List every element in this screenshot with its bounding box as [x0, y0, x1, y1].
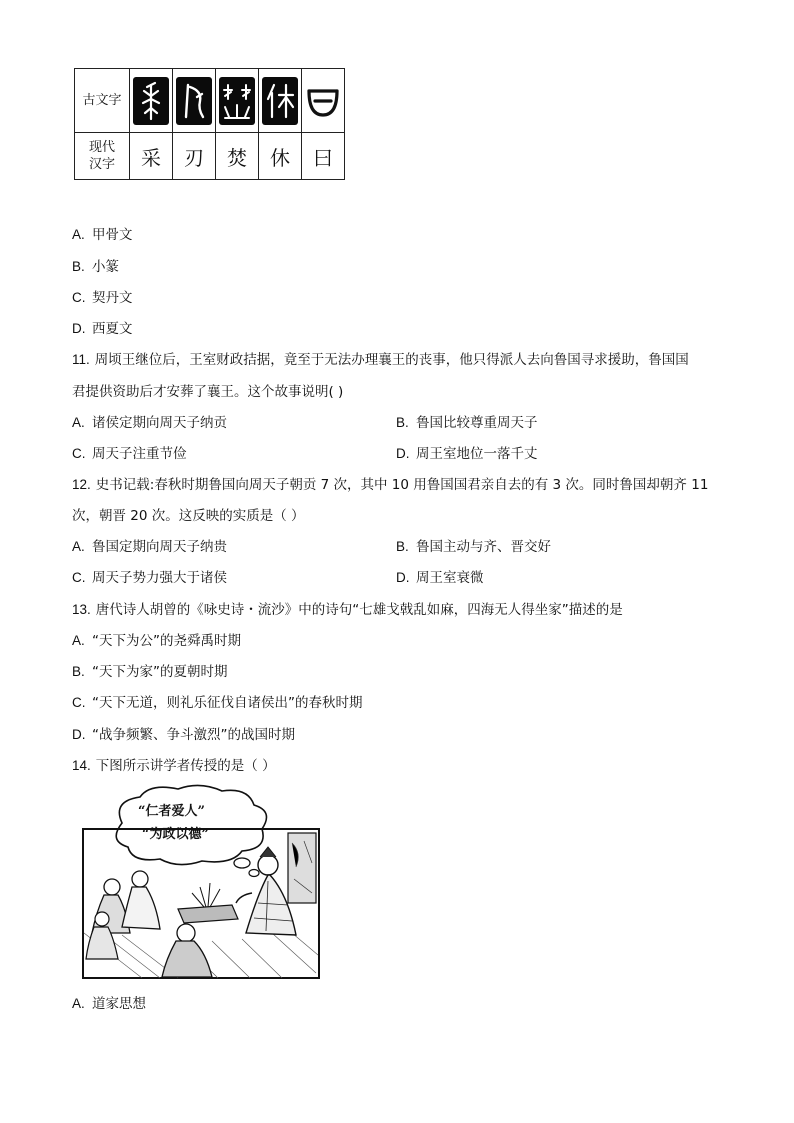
q12-option-a[interactable]: A. 鲁国定期向周天子纳贵 — [72, 539, 227, 555]
q14-stem: 14. 下图所示讲学者传授的是（ ） — [72, 758, 276, 774]
confucius-lecture-illustration — [82, 783, 320, 979]
ancient-glyph-cai — [130, 69, 173, 133]
q12-option-b[interactable]: B. 鲁国主动与齐、晋交好 — [396, 539, 551, 555]
modern-char: 曰 — [302, 133, 345, 180]
bubble-quote-1: “仁者爱人” — [138, 804, 205, 819]
q13-option-c[interactable]: C. “天下无道，则礼乐征伐自诸侯出”的春秋时期 — [72, 695, 363, 711]
q11-stem-line2: 君提供资助后才安葬了襄王。这个故事说明( ) — [72, 384, 344, 400]
q13-option-d[interactable]: D. “战争频繁、争斗激烈”的战国时期 — [72, 727, 295, 743]
q13-option-a[interactable]: A. “天下为公”的尧舜禹时期 — [72, 633, 241, 649]
q12-option-d[interactable]: D. 周王室衰微 — [396, 570, 484, 586]
ancient-glyph-yue — [302, 69, 345, 133]
q11-option-c[interactable]: C. 周天子注重节俭 — [72, 446, 187, 462]
character-table — [74, 68, 345, 180]
q12-option-c[interactable]: C. 周天子势力强大于诸侯 — [72, 570, 227, 586]
modern-char: 采 — [130, 133, 173, 180]
ancient-glyph-ren — [173, 69, 216, 133]
q11-option-b[interactable]: B. 鲁国比较尊重周天子 — [396, 415, 538, 431]
ancient-script-label: 古文字 — [75, 69, 130, 133]
q11-stem-line1: 11. 周顷王继位后，王室财政拮据，竟至于无法办理襄王的丧事，他只得派人去向鲁国寻求援助，鲁国国 — [72, 352, 689, 368]
q13-stem: 13. 唐代诗人胡曾的《咏史诗・流沙》中的诗句“七雄戈戟乱如麻，四海无人得坐家”描述的是 — [72, 602, 623, 618]
ancient-script-row — [75, 69, 345, 133]
q13-option-b[interactable]: B. “天下为家”的夏朝时期 — [72, 664, 228, 680]
q11-option-d[interactable]: D. 周王室地位一落千丈 — [396, 446, 538, 462]
modern-character-label: 现代 汉字 — [75, 133, 130, 180]
ancient-glyph-fen — [216, 69, 259, 133]
q10-option-d[interactable]: D. 西夏文 — [72, 321, 133, 337]
modern-char: 刃 — [173, 133, 216, 180]
ancient-glyph-xiu — [259, 69, 302, 133]
q11-option-a[interactable]: A. 诸侯定期向周天子纳贡 — [72, 415, 227, 431]
q14-option-a[interactable]: A. 道家思想 — [72, 996, 146, 1012]
modern-char: 休 — [259, 133, 302, 180]
q10-option-c[interactable]: C. 契丹文 — [72, 290, 133, 306]
modern-character-row — [75, 133, 345, 180]
modern-char: 焚 — [216, 133, 259, 180]
q12-stem-line1: 12. 史书记载:春秋时期鲁国向周天子朝贡 7 次，其中 10 用鲁国国君亲自去的有 3 次。同时鲁国却朝齐 11 — [72, 477, 709, 493]
bubble-quote-2: “为政以德” — [142, 827, 209, 842]
q10-option-a[interactable]: A. 甲骨文 — [72, 227, 133, 243]
q10-option-b[interactable]: B. 小篆 — [72, 259, 119, 275]
q12-stem-line2: 次，朝晋 20 次。这反映的实质是（ ） — [72, 508, 305, 524]
